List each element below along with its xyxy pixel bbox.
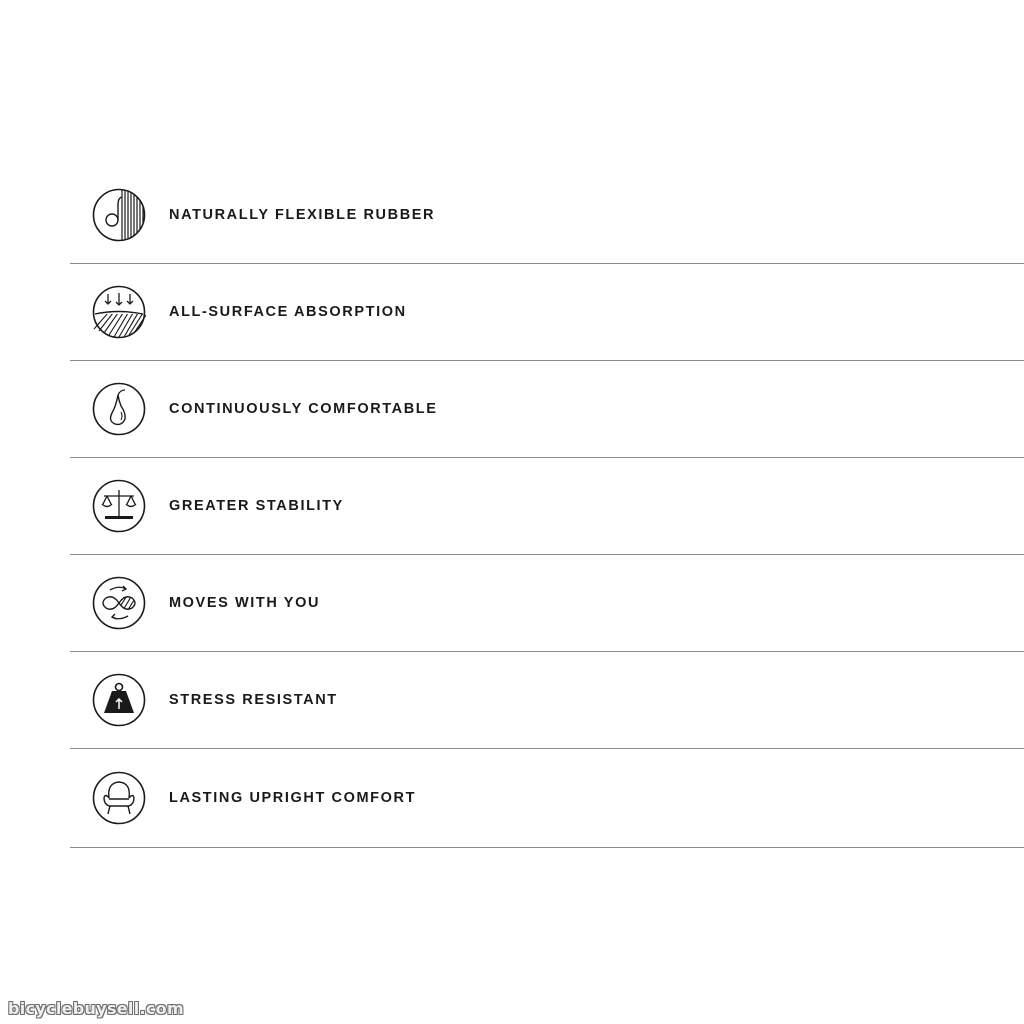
watermark: bicyclebuysell.com (8, 999, 184, 1018)
rubber-tree-icon (92, 188, 146, 242)
feature-label: GREATER STABILITY (169, 498, 344, 514)
feature-label: ALL-SURFACE ABSORPTION (169, 304, 407, 320)
feature-label: NATURALLY FLEXIBLE RUBBER (169, 207, 436, 223)
feature-item-stability (70, 458, 1024, 555)
feature-label: STRESS RESISTANT (169, 692, 338, 708)
feature-item-comfortable (70, 361, 1024, 458)
weight-icon (92, 673, 146, 727)
feature-list (70, 167, 1024, 848)
feature-item-flexible-rubber (70, 167, 1024, 264)
feature-item-absorption (70, 264, 1024, 361)
rotating-loop-icon (92, 576, 146, 630)
pear-drop-icon (92, 382, 146, 436)
feature-item-upright (70, 749, 1024, 848)
feature-label: MOVES WITH YOU (169, 595, 321, 611)
feature-label: CONTINUOUSLY COMFORTABLE (169, 401, 438, 417)
balance-scale-icon (92, 479, 146, 533)
armchair-icon (92, 771, 146, 825)
absorption-icon (92, 285, 146, 339)
feature-item-stress (70, 652, 1024, 749)
feature-item-moves (70, 555, 1024, 652)
feature-label: LASTING UPRIGHT COMFORT (169, 790, 417, 806)
